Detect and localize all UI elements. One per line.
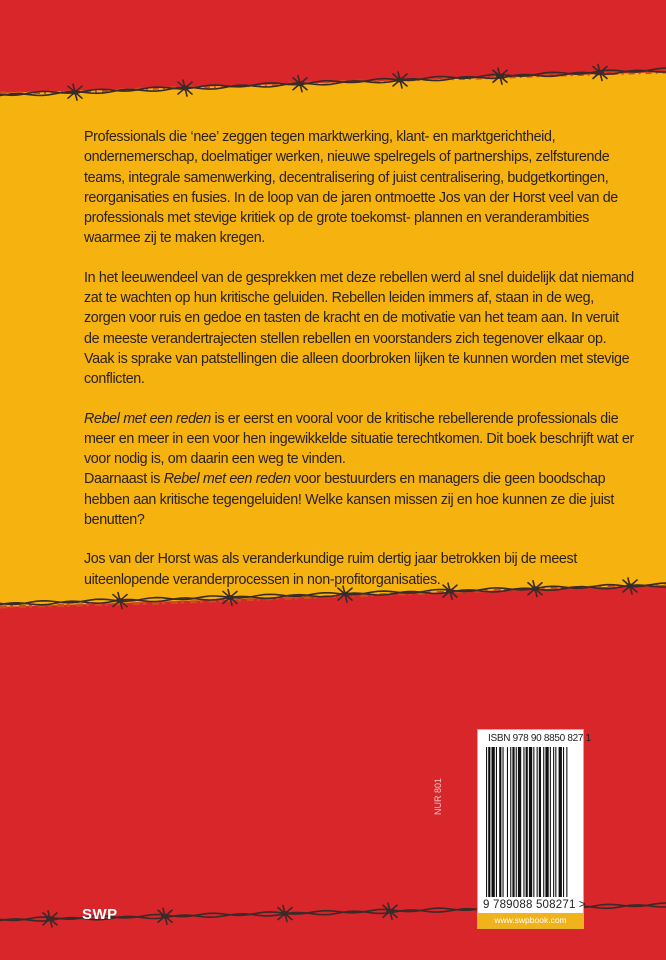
author-bio: Jos van der Horst was als veranderkundige ruim dertig jaar betrokken bij de meest uiteenlopende veranderprocessen in non-profitorganisaties. <box>84 551 577 588</box>
nur-code: NUR 801 <box>433 777 443 815</box>
publisher-logo: SWP <box>82 906 118 923</box>
publisher-url: www.swpbook.com <box>478 913 583 928</box>
barbed-wire <box>0 64 666 100</box>
blurb-paragraph-3 <box>84 409 636 470</box>
book-title-italic: Rebel met een reden <box>163 471 291 488</box>
book-title-italic: Rebel met een reden <box>84 410 211 427</box>
barcode-digits: 9 789088 508271 > <box>483 899 586 911</box>
barcode-icon <box>484 747 584 897</box>
blurb-paragraph-1: Professionals die ‘nee’ zeggen tegen marktwerking, klant- en marktgerichtheid, ondernemerschap, doelmatiger werken, nieuwe spelregels of partnerships, zelfsturende teams, integrale samenwerking, decentralisering of juist centralisering, budgetkortingen, reorganisaties en fusies. In de loop van de jaren ontmoette Jos van der Horst veel van de professionals met stevige kritiek op de grote toekomst- plannen en veranderambities waarmee zij te maken kregen. <box>84 129 618 247</box>
isbn-label: ISBN 978 90 8850 827 1 <box>488 733 591 744</box>
blurb-paragraph-4-text: voor bestuurders en managers die geen boodschap hebben aan kritische tegengeluiden! Welke kansen missen zij en hoe kunnen ze die juist benutten? <box>84 471 614 529</box>
blurb-paragraph-4-lead: Daarnaast is <box>84 471 164 488</box>
blurb-paragraph-4 <box>84 469 636 530</box>
barcode-box <box>477 729 591 929</box>
back-cover-blurb <box>84 127 636 609</box>
blurb-paragraph-2: In het leeuwendeel van de gesprekken met deze rebellen werd al snel duidelijk dat niemand zat te wachten op hun kritische geluiden. Rebellen leiden immers af, staan in de weg, zorgen voor ruis en gedoe en tasten de kracht en de motivatie van het team aan. In veruit de meeste verandertrajecten stellen rebellen en voorstanders zich tegenover elkaar op. Vaak is sprake van patstellingen die alleen doorbroken lijken te kunnen worden met stevige conflicten. <box>84 269 634 388</box>
blurb-paragraph-3-text: is er eerst en vooral voor de kritische rebellerende professionals die meer en meer in een voor hen ingewikkelde situatie terechtkomen. Dit boek beschrijft wat er voor nodig is, om daarin een weg te vinden. <box>84 410 634 468</box>
